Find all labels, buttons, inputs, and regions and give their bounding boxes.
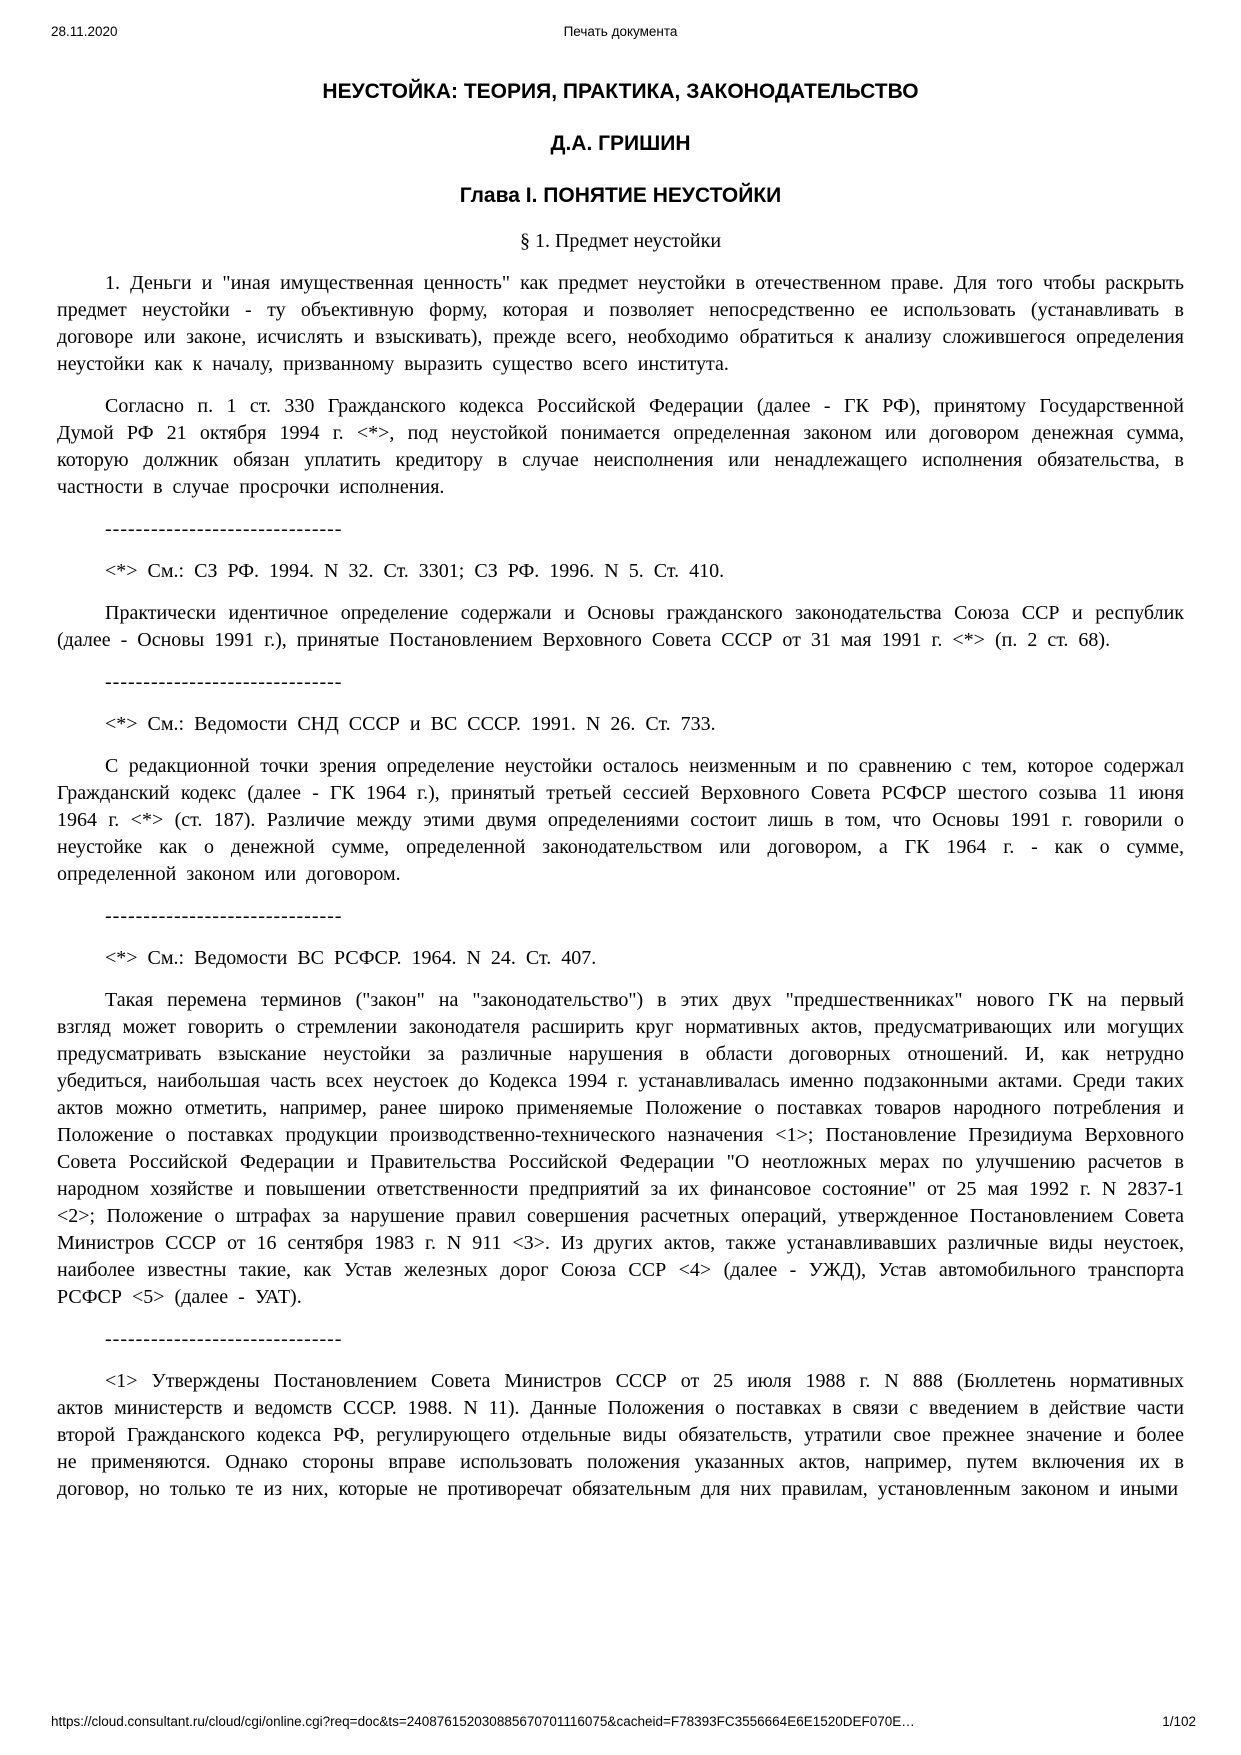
document-author: Д.А. ГРИШИН: [550, 132, 691, 155]
print-header: [51, 24, 1190, 42]
print-footer: [51, 1714, 1196, 1729]
document-body: [57, 78, 1184, 1503]
paragraph: Согласно п. 1 ст. 330 Гражданского кодекса Российской Федерации (далее - ГК РФ), принятому Государственной Думой РФ 21 октября 1994 г. <*>, под неустойкой понимается определенная законом или договором денежная сумма, которую должник обязан уплатить кредитору в случае неисполнения или ненадлежащего исполнения обязательства, в частности в случае просрочки исполнения.: [57, 395, 1184, 498]
print-date: 28.11.2020: [51, 24, 118, 39]
paragraph: 1. Деньги и "иная имущественная ценность" как предмет неустойки в отечественном праве. Для того чтобы раскрыть предмет неустойки - ту объективную форму, которая и позволяет непосредственно ее использовать (устанавливать в договоре или законе, исчислять и взыскивать), прежде всего, необходимо обратиться к анализу сложившегося определения неустойки как к началу, призванному выразить существо всего института.: [57, 272, 1184, 375]
source-url: https://cloud.consultant.ru/cloud/cgi/online.cgi?req=doc&ts=240876152030885670701116075&cacheid=F78393FC3556664E6E1520DEF070E…: [51, 1714, 915, 1729]
paragraph: Такая перемена терминов ("закон" на "законодательство") в этих двух "предшественниках" нового ГК на первый взгляд может говорить о стремлении законодателя расширить круг нормативных актов, предусматривающих или могущих предусматривать взыскание неустойки за различные нарушения в области договорных отношений. И, как нетрудно убедиться, наибольшая часть всех неустоек до Кодекса 1994 г. устанавливалась именно подзаконными актами. Среди таких актов можно отметить, например, ранее широко применяемые Положение о поставках товаров народного потребления и Положение о поставках продукции производственно-технического назначения <1>; Постановление Президиума Верховного Совета Российской Федерации и Правительства Российской Федерации "О неотложных мерах по улучшению расчетов в народном хозяйстве и повышении ответственности предприятий за их финансовое состояние" от 25 мая 1992 г. N 2837-1 <2>; Положение о штрафах за нарушение правил совершения расчетных операций, утвержденное Постановлением Совета Министров СССР от 16 сентября 1983 г. N 911 <3>. Из других актов, также устанавливавших различные виды неустоек, наиболее известны такие, как Устав железных дорог Союза ССР <4> (далее - УЖД), Устав автомобильного транспорта РСФСР <5> (далее - УАТ).: [57, 989, 1184, 1308]
footnote: <*> См.: СЗ РФ. 1994. N 32. Ст. 3301; СЗ РФ. 1996. N 5. Ст. 410.: [105, 560, 725, 582]
footnote: <*> См.: Ведомости СНД СССР и ВС СССР. 1991. N 26. Ст. 733.: [105, 713, 716, 735]
footnote-separator: -------------------------------: [105, 1328, 343, 1350]
footnote-separator: -------------------------------: [105, 905, 343, 927]
footnote-separator: -------------------------------: [105, 518, 343, 540]
document-title: НЕУСТОЙКА: ТЕОРИЯ, ПРАКТИКА, ЗАКОНОДАТЕЛЬСТВО: [322, 80, 919, 103]
page-indicator: 1/102: [1162, 1714, 1196, 1729]
print-doc-type-label: Печать документа: [563, 24, 678, 39]
section-heading: § 1. Предмет неустойки: [519, 230, 722, 252]
paragraph: С редакционной точки зрения определение неустойки осталось неизменным и по сравнению с тем, которое содержал Гражданский кодекс (далее - ГК 1964 г.), принятый третьей сессией Верховного Совета РСФСР шестого созыва 11 июня 1964 г. <*> (ст. 187). Различие между этими двумя определениями состоит лишь в том, что Основы 1991 г. говорили о неустойке как о денежной сумме, определенной законодательством или договором, а ГК 1964 г. - как о сумме, определенной законом или договором.: [57, 755, 1184, 885]
footnote: <1> Утверждены Постановлением Совета Министров СССР от 25 июля 1988 г. N 888 (Бюллетень нормативных актов министерств и ведомств СССР. 1988. N 11). Данные Положения о поставках в связи с введением в действие части второй Гражданского кодекса РФ, регулирующего отдельные виды обязательств, утратили свое прежнее значение и более не применяются. Однако стороны вправе использовать положения указанных актов, например, путем включения их в договор, но только те из них, которые не противоречат обязательным для них правилам, установленным законом и иными: [57, 1370, 1184, 1500]
paragraph: Практически идентичное определение содержали и Основы гражданского законодательства Союза ССР и республик (далее - Основы 1991 г.), принятые Постановлением Верховного Совета СССР от 31 мая 1991 г. <*> (п. 2 ст. 68).: [57, 602, 1184, 651]
footnote: <*> См.: Ведомости ВС РСФСР. 1964. N 24. Ст. 407.: [105, 947, 597, 969]
chapter-heading: Глава I. ПОНЯТИЕ НЕУСТОЙКИ: [459, 184, 782, 207]
footnote-separator: -------------------------------: [105, 671, 343, 693]
